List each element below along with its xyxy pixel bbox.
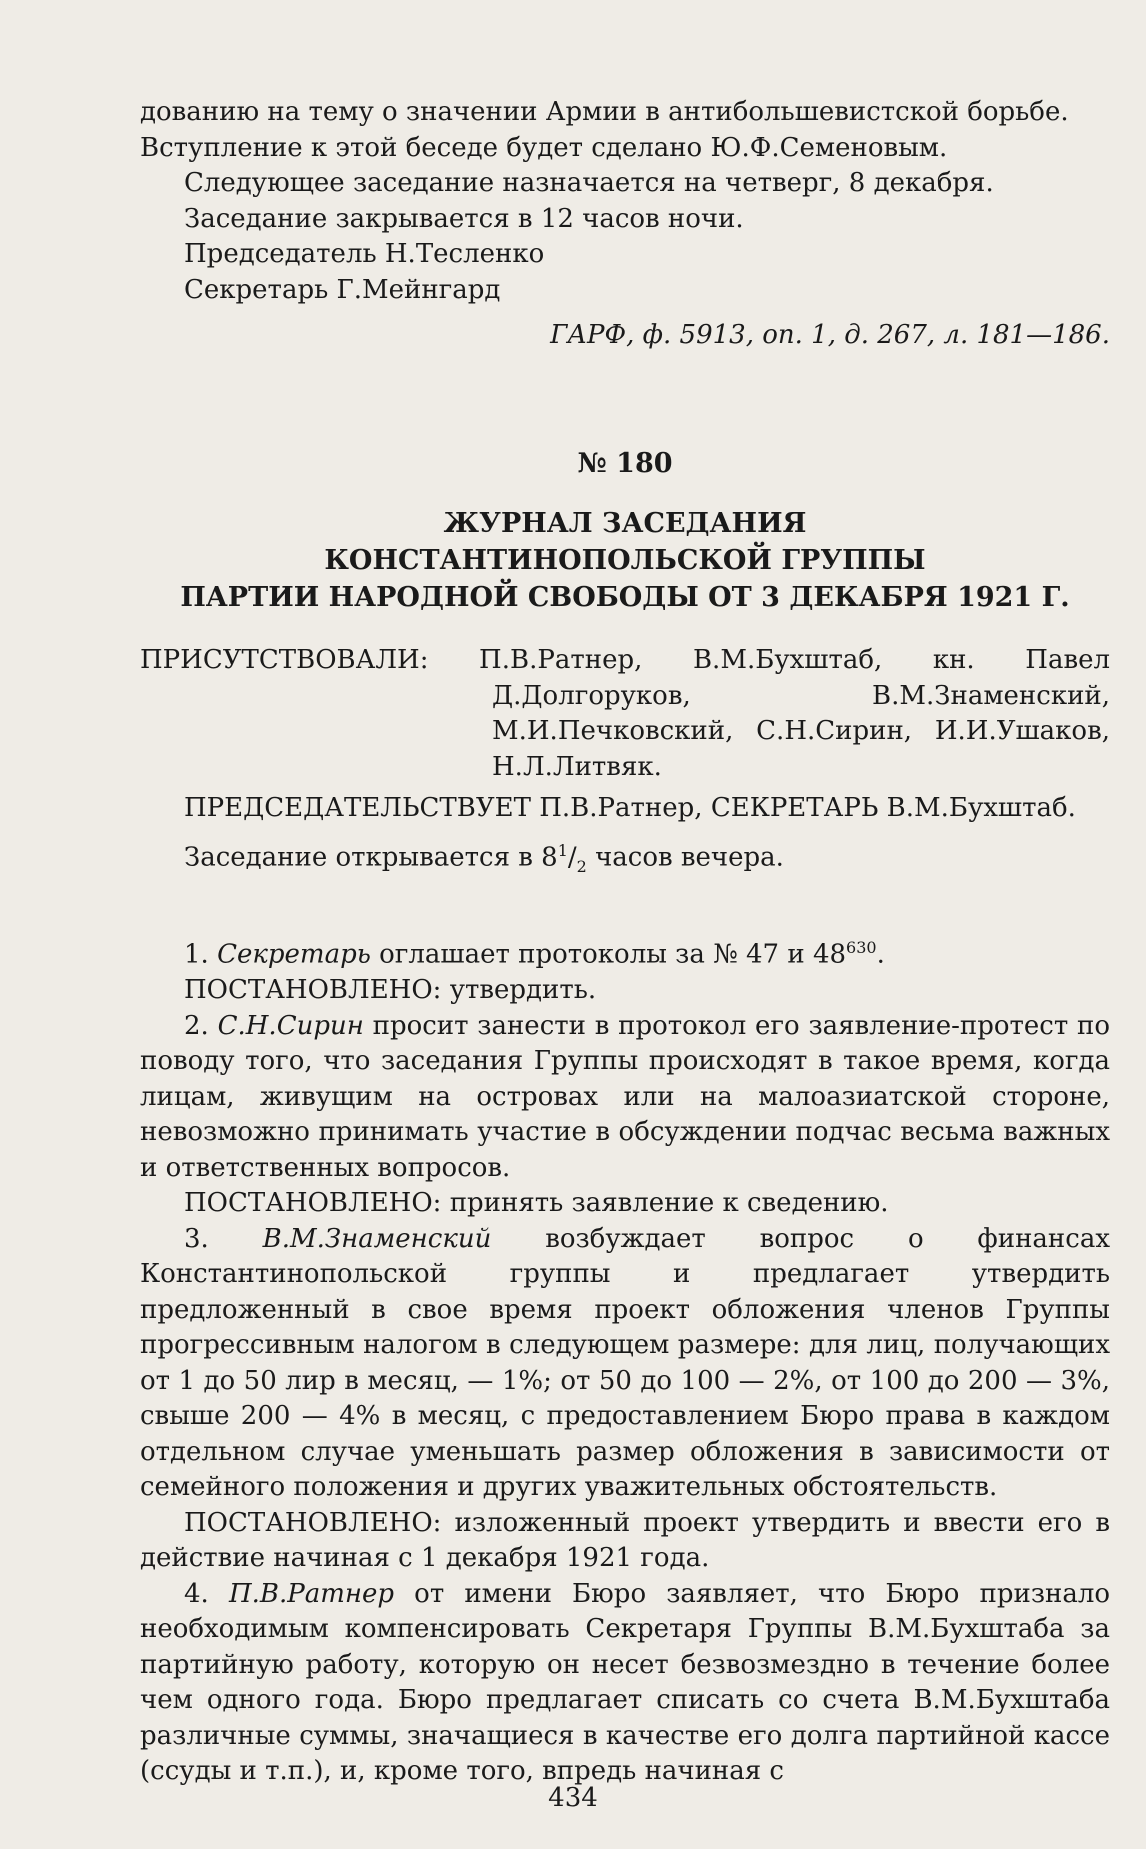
text-line: дованию на тему о значении Армии в антибольшевистской борьбе.: [140, 97, 1069, 127]
secretary-signature: Секретарь Г.Мейнгард: [184, 274, 501, 305]
item-3: 3. В.М.Знаменский возбуждает вопрос о финансах Константинопольской группы и предлагает утвердить предложенный в свое время проект обложения членов Группы прогрессивным налогом в следующем размере: для лиц, получающих от 1 до 50 лир в месяц, — 1%; от 50 до 100 — 2%, от 100 до 200 — 3%, свыше 200 — 4% в месяц, с предоставлением Бюро права в каждом отдельном случае уменьшать размер обложения в зависимости от семейного положения и других уважительных обстоятельств.: [140, 1223, 1110, 1503]
chair-secretary-line: ПРЕДСЕДАТЕЛЬСТВУЕТ П.В.Ратнер, СЕКРЕТАРЬ В.М.Бухштаб.: [184, 793, 1076, 823]
resolution: ПОСТАНОВЛЕНО: принять заявление к сведению.: [184, 1188, 889, 1219]
speaker: В.М.Знаменский: [262, 1223, 492, 1254]
text-line: Вступление к этой беседе будет сделано Ю.Ф.Семеновым.: [140, 132, 948, 163]
opening-line: Заседание открывается в $8^1/_2$ часов вечера.: [184, 840, 784, 876]
title-line: КОНСТАНТИНОПОЛЬСКОЙ ГРУППЫ: [324, 545, 926, 576]
item-1: 1. Секретарь оглашает протоколы за № 47 и $48^{630}$.: [184, 938, 885, 970]
page-number: 434: [548, 1783, 598, 1813]
top-section: [140, 95, 1110, 354]
present-list: [140, 643, 1110, 785]
resolution: ПОСТАНОВЛЕНО: изложенный проект утвердить и ввести его в действие начиная с 1 декабря 1921 года.: [140, 1507, 1110, 1574]
item-2: 2. С.Н.Сирин просит занести в протокол его заявление-протест по поводу того, что заседания Группы происходят в такое время, когда лицам, живущим на островах или на малоазиатской стороне, невозможно принимать участие в обсуждении подчас весьма важных и ответственных вопросов.: [140, 1010, 1110, 1183]
title-line: ЖУРНАЛ ЗАСЕДАНИЯ: [443, 508, 807, 539]
speaker: П.В.Ратнер: [228, 1578, 395, 1609]
attendance-section: [140, 643, 1110, 884]
chairman-signature: Председатель Н.Тесленко: [184, 239, 545, 269]
next-meeting: Следующее заседание назначается на четверг, 8 декабря.: [184, 168, 994, 198]
present-names: П.В.Ратнер, В.М.Бухштаб, кн. Павел Д.Долгоруков, В.М.Знаменский, М.И.Печковский, С.Н.Сирин, И.И.Ушаков, Н.Л.Литвяк.: [479, 645, 1110, 782]
footnote-ref: 630: [846, 938, 877, 957]
document-number: № 180: [577, 448, 673, 479]
item-4: 4. П.В.Ратнер от имени Бюро заявляет, что Бюро признало необходимым компенсировать Секретаря Группы В.М.Бухштаба за партийную работу, которую он несет безвозмездно в течение более чем одного года. Бюро предлагает списать со счета В.М.Бухштаба различные суммы, значащиеся в качестве его долга партийной кассе (ссуды и т.п.), и, кроме того, впредь начиная с: [140, 1578, 1111, 1787]
closing-line: Заседание закрывается в 12 часов ночи.: [184, 203, 744, 234]
speaker: Секретарь: [217, 939, 371, 970]
agenda-items: [140, 930, 1110, 1790]
speaker: С.Н.Сирин: [217, 1010, 364, 1041]
document-title: [140, 505, 1110, 616]
archive-citation: ГАРФ, ф. 5913, оп. 1, д. 267, л. 181—186.: [550, 320, 1110, 350]
present-label: ПРИСУТСТВОВАЛИ:: [140, 645, 429, 675]
resolution: ПОСТАНОВЛЕНО: утвердить.: [184, 975, 597, 1006]
title-line: ПАРТИИ НАРОДНОЙ СВОБОДЫ ОТ 3 ДЕКАБРЯ 1921 Г.: [180, 582, 1070, 613]
